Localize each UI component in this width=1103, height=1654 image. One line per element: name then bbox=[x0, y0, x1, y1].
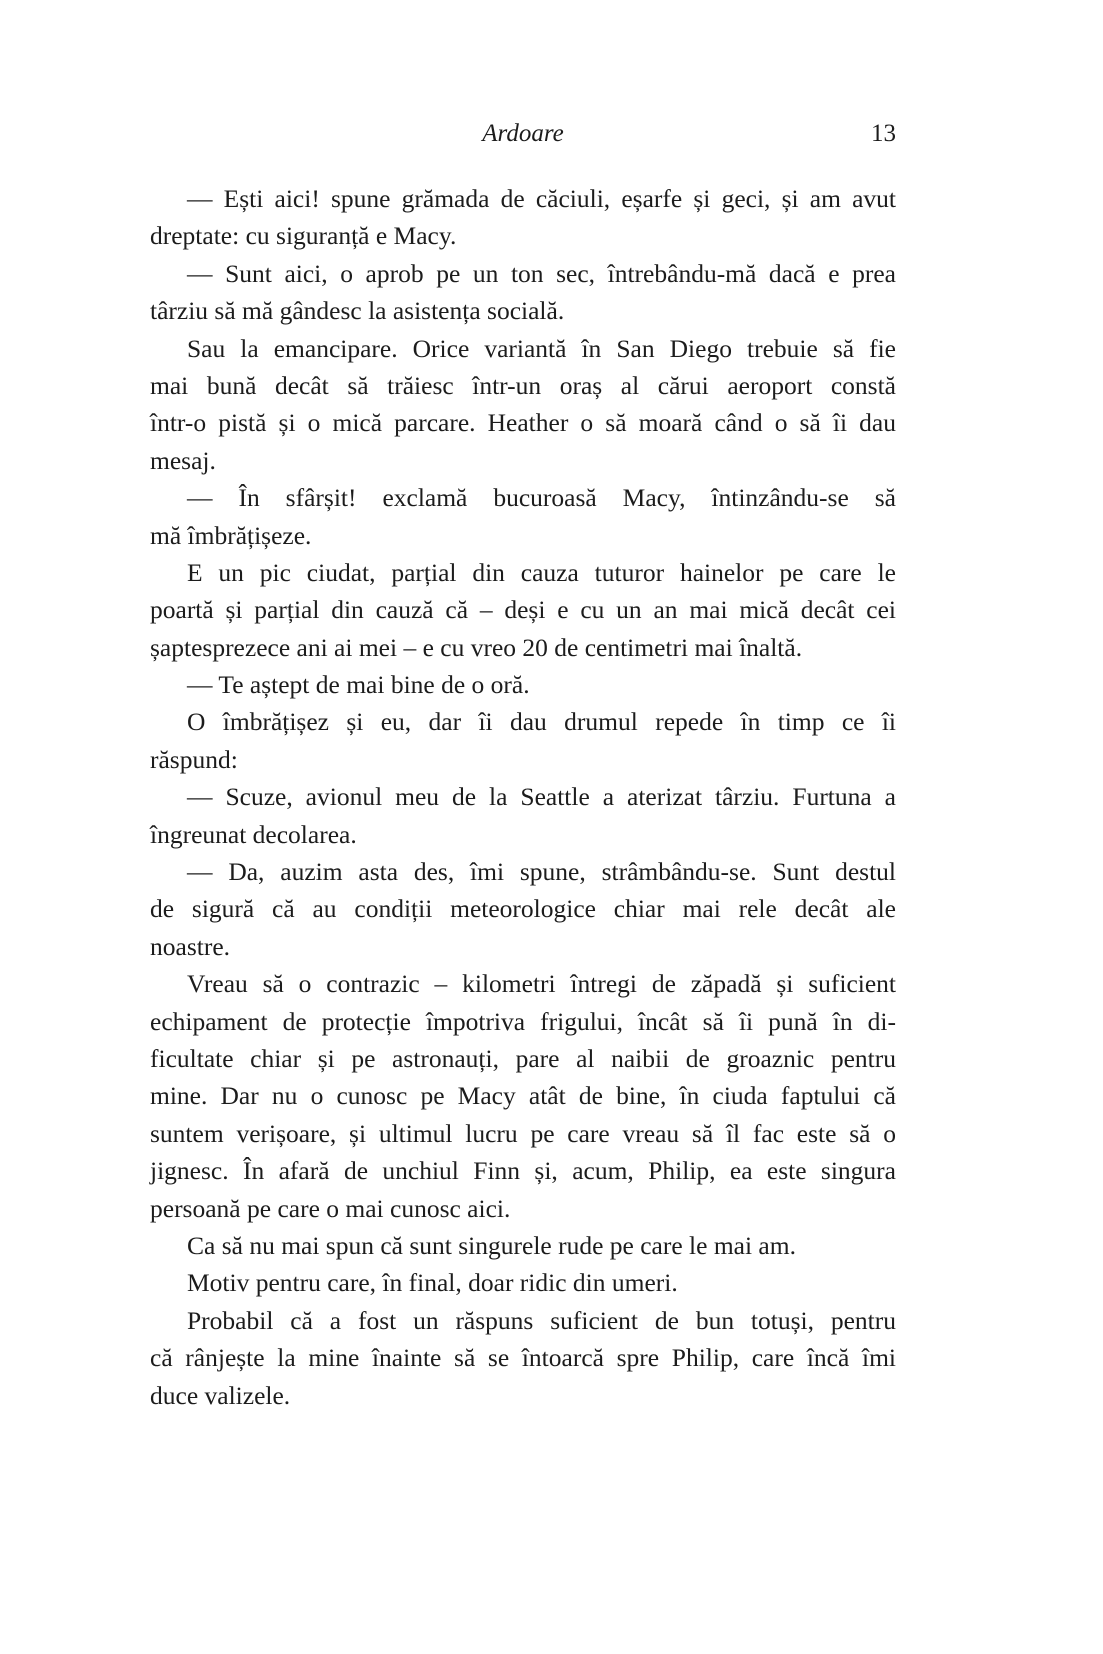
text-line: E un pic ciudat, parțial din cauza tuturor hainelor pe care le bbox=[187, 557, 896, 587]
book-title: Ardoare bbox=[482, 120, 564, 147]
text-line: mai bună decât să trăiesc într-un oraș al cărui aeroport constă bbox=[150, 370, 896, 400]
text-line: duce valizele. bbox=[150, 1380, 291, 1410]
text-line: într-o pistă și o mică parcare. Heather o să moară când o să îi dau bbox=[150, 408, 896, 438]
text-line: Sau la emancipare. Orice variantă în San Diego trebuie să fie bbox=[187, 333, 896, 363]
text-line: de sigură că au condiții meteorologice chiar mai rele decât ale bbox=[150, 894, 896, 924]
body-text bbox=[150, 180, 896, 1414]
text-line: — Scuze, avionul meu de la Seattle a aterizat târziu. Furtuna a bbox=[187, 782, 896, 812]
text-line: îngreunat decolarea. bbox=[150, 819, 357, 849]
text-line: târziu să mă gândesc la asistența socială. bbox=[150, 296, 565, 326]
text-line: suntem verișoare, și ultimul lucru pe care vreau să îl fac este să o bbox=[150, 1118, 896, 1148]
text-line: — În sfârșit! exclamă bucuroasă Macy, întinzându-se să bbox=[187, 483, 896, 513]
text-line: Motiv pentru care, în final, doar ridic din umeri. bbox=[187, 1268, 678, 1298]
text-line: — Te aștept de mai bine de o oră. bbox=[187, 670, 530, 700]
text-line: Probabil că a fost un răspuns suficient de bun totuși, pentru bbox=[187, 1305, 896, 1335]
text-line: mine. Dar nu o cunosc pe Macy atât de bine, în ciuda faptului că bbox=[150, 1081, 896, 1111]
text-line: Ca să nu mai spun că sunt singurele rude pe care le mai am. bbox=[187, 1230, 796, 1260]
text-line: persoană pe care o mai cunosc aici. bbox=[150, 1193, 511, 1223]
page-number: 13 bbox=[871, 120, 896, 147]
text-line: — Sunt aici, o aprob pe un ton sec, întrebându-mă dacă e prea bbox=[187, 258, 896, 288]
text-line: mesaj. bbox=[150, 445, 216, 475]
text-line: echipament de protecție împotriva frigului, încât să îi pună în di- bbox=[150, 1006, 896, 1036]
text-line: răspund: bbox=[150, 744, 238, 774]
text-line: ficultate chiar și pe astronauți, pare al naibii de groaznic pentru bbox=[150, 1043, 896, 1073]
text-line: Vreau să o contrazic – kilometri întregi de zăpadă și suficient bbox=[187, 969, 896, 999]
text-line: mă îmbrățișeze. bbox=[150, 520, 312, 550]
text-line: jignesc. În afară de unchiul Finn și, acum, Philip, ea este singura bbox=[150, 1156, 896, 1186]
text-line: — Ești aici! spune grămada de căciuli, eșarfe și geci, și am avut bbox=[187, 184, 896, 213]
running-header bbox=[150, 120, 896, 156]
text-line: — Da, auzim asta des, îmi spune, strâmbându-se. Sunt destul bbox=[187, 857, 896, 887]
text-line: poartă și parțial din cauză că – deși e cu un an mai mică decât cei bbox=[150, 595, 896, 625]
text-line: dreptate: cu siguranță e Macy. bbox=[150, 221, 457, 251]
text-line: că rânjește la mine înainte să se întoarcă spre Philip, care încă îmi bbox=[150, 1343, 896, 1373]
text-line: O îmbrățișez și eu, dar îi dau drumul repede în timp ce îi bbox=[187, 707, 896, 737]
text-line: noastre. bbox=[150, 931, 231, 961]
text-line: șaptesprezece ani ai mei – e cu vreo 20 de centimetri mai înaltă. bbox=[150, 632, 803, 662]
